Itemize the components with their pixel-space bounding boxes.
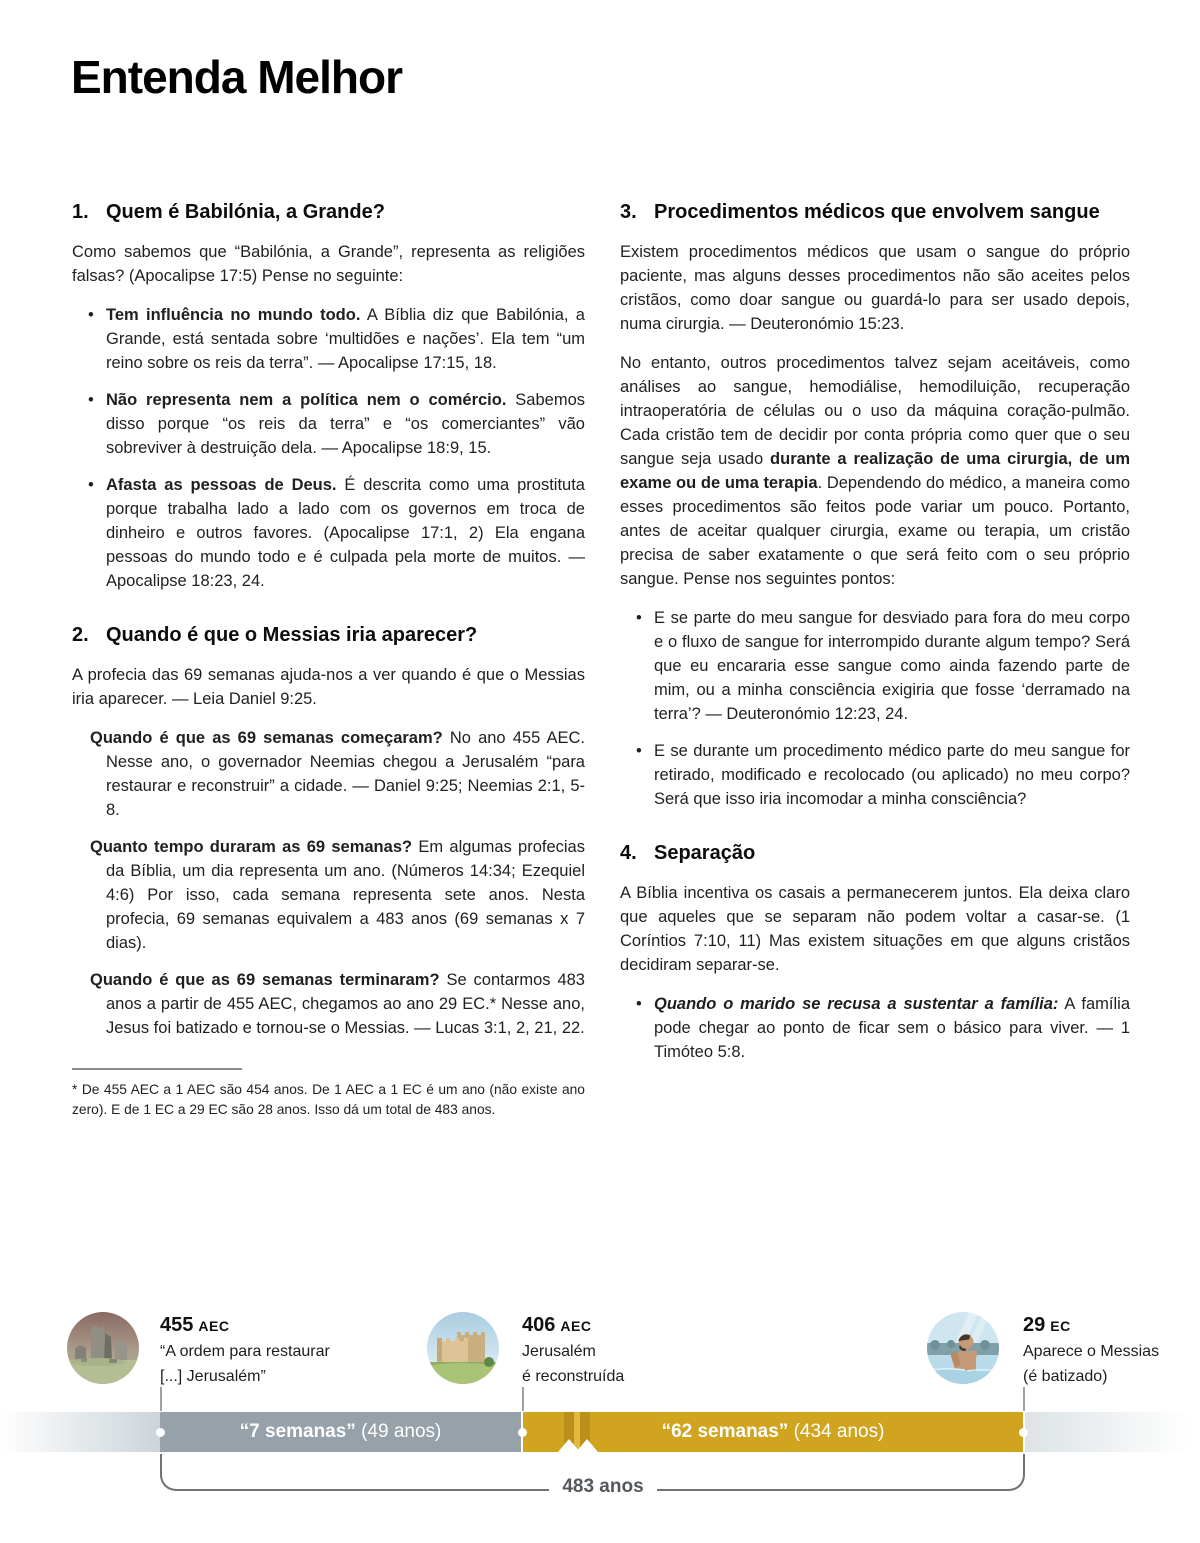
bullet-lead: Não representa nem a política nem o comércio. (106, 391, 507, 409)
paragraph-text: . Dependendo do médico, a maneira como esses procedimentos são feitos pode variar um pouco. Portanto, antes de aceitar qualquer cirurgia, exame ou terapia, um cristão precisa de saber exatamente o que será feito com o seu próprio sangue. Pense nos seguintes pontos: (620, 474, 1131, 588)
bullet-text: A Bíblia diz que Babilónia, a Grande, está sentada sobre ‘multidões e nações’. Ela tem “um reino sobre os reis da terra”. — Apocalipse 17:15, 18. (106, 306, 585, 372)
page-title: Entenda Melhor (71, 51, 403, 103)
timeline-dot (518, 1428, 527, 1437)
question-lead: Quanto tempo duraram as 69 semanas? (90, 838, 413, 856)
event-caption: é reconstruída (522, 1368, 625, 1385)
section-4-heading (620, 841, 1130, 865)
bullet-lead: Quando o marido se recusa a sustentar a família: (654, 995, 1059, 1013)
question-text: No ano 455 AEC. Nesse ano, o governador Neemias chegou a Jerusalém “para restaurar e reconstruir” a cidade. — Daniel 9:25; Neemias 2:1, 5-8. (106, 729, 585, 819)
bullet-text: É descrita como uma prostituta porque trabalha lado a lado com os governos em troca de dinheiro e outros favores. (Apocalipse 17:1, 2) Ela engana pessoas do mundo todo e é culpada pela morte de muitos. — Apocalipse 18:23, 24. (106, 476, 585, 590)
section-2-intro: A profecia das 69 semanas ajuda-nos a ver quando é que o Messias iria aparecer. — Leia Daniel 9:25. (72, 666, 585, 708)
timeline-break-icon (556, 1412, 600, 1457)
section-number: 1. (72, 201, 89, 223)
bullet-text: Sabemos disso porque “os reis da terra” e “os comerciantes” vão sobreviver à destruição dela. — Apocalipse 18:9, 15. (106, 391, 586, 457)
paragraph-text: No entanto, outros procedimentos talvez sejam aceitáveis, como análises ao sangue, hemodiálise, hemodiluição, recuperação intraoperatória de células ou o uso da máquina coração-pulmão. Cada cristão tem de decidir por conta própria como quer que o seu sangue seja usado (620, 354, 1130, 468)
section-3-heading (620, 200, 1130, 224)
event-caption: Jerusalém (522, 1343, 596, 1360)
section-title: Procedimentos médicos que envolvem sangue (654, 201, 1100, 223)
section-3-paragraph-1: Existem procedimentos médicos que usam o sangue do próprio paciente, mas alguns desses procedimentos não são aceites pelos cristãos, como doar sangue ou guardá-lo para ser usado depois, numa cirurgia. — Deuteronómio 15:23. (620, 243, 1130, 333)
total-years-label: 483 anos (562, 1476, 644, 1497)
event-year: 406 AEC (522, 1314, 592, 1336)
event-year: 29 EC (1023, 1314, 1071, 1336)
section-4-bullet-list (620, 992, 1130, 1064)
list-item (620, 992, 1130, 1064)
timeline-bar-lead-in (0, 1412, 160, 1452)
list-item (72, 388, 585, 460)
bullet-lead: Afasta as pessoas de Deus. (106, 476, 337, 494)
section-title: Quem é Babilónia, a Grande? (106, 201, 385, 223)
baptism-illustration (927, 1312, 999, 1384)
timeline-segment-7-weeks (160, 1412, 521, 1452)
bullet-text: A família pode chegar ao ponto de ficar sem o básico para viver. — 1 Timóteo 5:8. (654, 995, 1130, 1061)
section-title: Separação (654, 842, 756, 864)
timeline-tick (1023, 1387, 1025, 1411)
footnote-divider (72, 1068, 242, 1070)
event-caption: [...] Jerusalém” (160, 1368, 266, 1385)
list-item (72, 473, 585, 593)
section-3-paragraph-2 (620, 351, 1130, 591)
left-column (72, 200, 585, 1119)
list-item: • E se parte do meu sangue for desviado para fora do meu corpo e o fluxo de sangue for interrompido durante algum tempo? Será que eu encararia esse sangue como ainda fazendo parte de mim, ou a minha consciência exigiria que fosse ‘derramado na terra’? — Deuteronómio 12:23, 24. (620, 606, 1130, 726)
timeline-tick (522, 1387, 524, 1411)
event-caption: Aparece o Messias (1023, 1343, 1160, 1360)
section-3-bullet-list (620, 606, 1130, 811)
question-text: Em algumas profecias da Bíblia, um dia representa um ano. (Números 14:34; Ezequiel 4:6) Por isso, cada semana representa sete anos. Nesta profecia, 69 semanas equivalem a 483 anos (69 semanas x 7 dias). (106, 838, 585, 952)
timeline-event-406 (522, 1313, 762, 1389)
section-number: 4. (620, 842, 637, 864)
timeline-dot (1019, 1428, 1028, 1437)
section-2-heading (72, 623, 585, 647)
section-title: Quando é que o Messias iria aparecer? (106, 624, 478, 646)
event-caption: “A ordem para restaurar (160, 1343, 330, 1360)
section-number: 2. (72, 624, 89, 646)
right-column (620, 200, 1130, 1077)
sub-paragraph (72, 968, 585, 1040)
section-number: 3. (620, 201, 637, 223)
section-1-intro: Como sabemos que “Babilónia, a Grande”, representa as religiões falsas? (Apocalipse 17:5) Pense no seguinte: (72, 243, 585, 285)
event-year: 455 AEC (160, 1314, 230, 1336)
section-1-bullet-list (72, 303, 585, 593)
segment-label: “7 semanas” (49 anos) (239, 1421, 442, 1442)
section-1-heading (72, 200, 585, 224)
sub-paragraph (72, 835, 585, 955)
sub-paragraph (72, 726, 585, 822)
timeline-event-455 (160, 1313, 400, 1389)
ruins-illustration (67, 1312, 139, 1384)
timeline-event-29 (1023, 1313, 1200, 1389)
question-lead: Quando é que as 69 semanas terminaram? (90, 971, 440, 989)
question-text: Se contarmos 483 anos a partir de 455 AEC, chegamos ao ano 29 EC.* Nesse ano, Jesus foi batizado e tornou-se o Messias. — Lucas 3:1, 2, 21, 22. (106, 971, 585, 1037)
bullet-lead: Tem influência no mundo todo. (106, 306, 361, 324)
section-4-paragraph: A Bíblia incentiva os casais a permanecerem juntos. Ela deixa claro que aqueles que se separam não podem voltar a casar-se. (1 Coríntios 7:10, 11) Mas existem situações em que alguns cristãos decidiram separar-se. (620, 884, 1130, 974)
timeline-dot (156, 1428, 165, 1437)
footnote-text: * De 455 AEC a 1 AEC são 454 anos. De 1 AEC a 1 EC é um ano (não existe ano zero). E de 1 EC a 29 EC são 28 anos. Isso dá um total de 483 anos. (72, 1082, 585, 1117)
segment-label: “62 semanas” (434 anos) (661, 1421, 885, 1442)
city-walls-illustration (427, 1312, 499, 1384)
timeline-bar-fade-out (1025, 1412, 1190, 1452)
paragraph-bold-text: durante a realização de uma cirurgia, de um exame ou de uma terapia (620, 450, 1130, 492)
timeline-tick (160, 1387, 162, 1411)
total-bracket-left (160, 1454, 549, 1491)
list-item (72, 303, 585, 375)
list-item: • E se durante um procedimento médico parte do meu sangue for retirado, modificado e recolocado (ou aplicado) no meu corpo? Será que isso iria incomodar a minha consciência? (620, 739, 1130, 811)
event-caption: (é batizado) (1023, 1368, 1108, 1385)
total-bracket-right (657, 1454, 1025, 1491)
question-lead: Quando é que as 69 semanas começaram? (90, 729, 443, 747)
